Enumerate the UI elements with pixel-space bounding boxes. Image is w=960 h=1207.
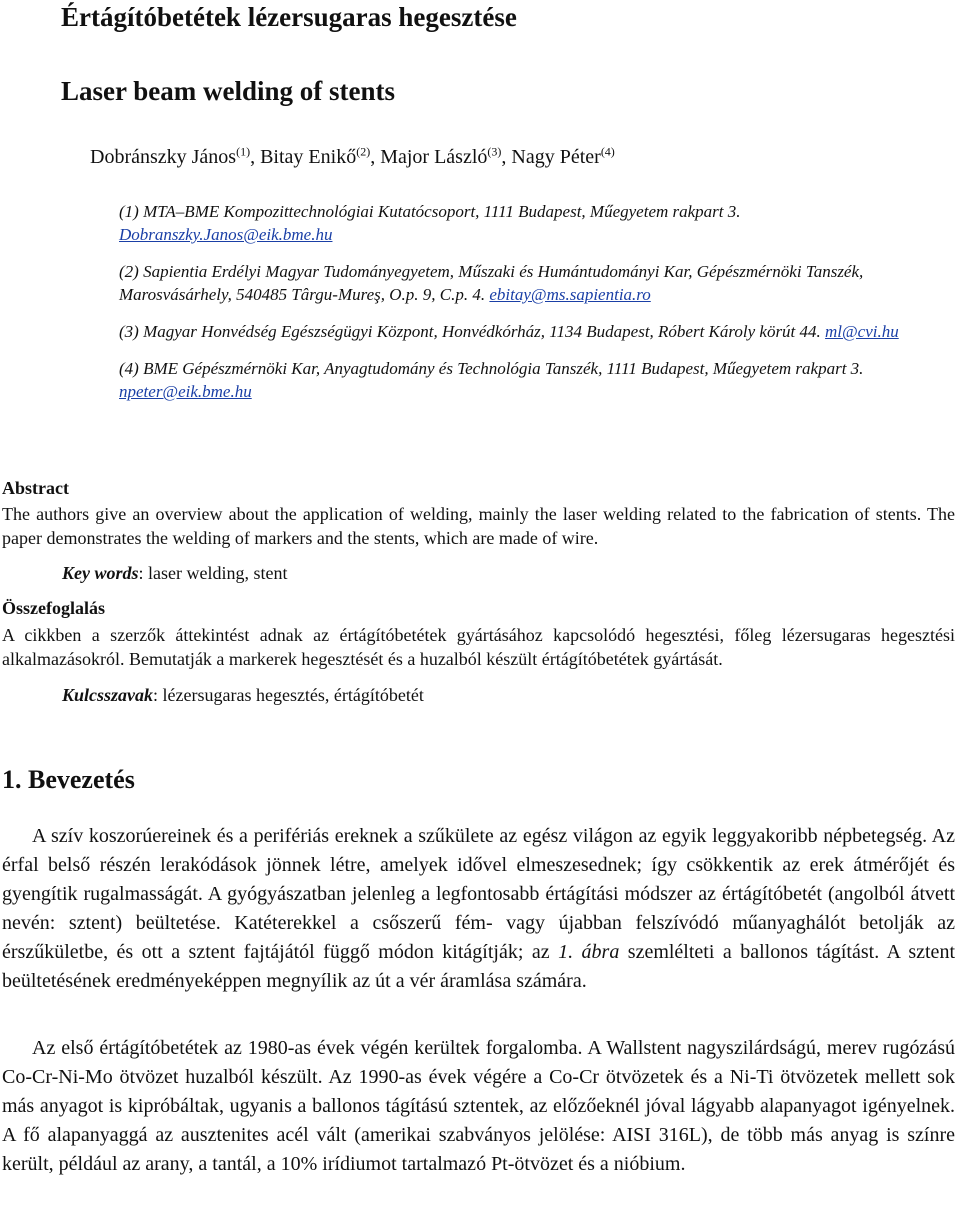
author-name: Bitay Enikő [260, 146, 357, 168]
body-paragraph-1 [2, 822, 955, 996]
kulcsszavak-label: Kulcsszavak [62, 685, 154, 705]
email-link[interactable]: npeter@eik.bme.hu [119, 382, 252, 401]
keywords-label: Key words [62, 563, 139, 583]
title-english: Laser beam welding of stents [61, 76, 395, 106]
summary-heading: Összefoglalás [2, 598, 105, 618]
affiliation-text: (3) Magyar Honvédség Egészségügyi Központ, Honvédkórház, 1134 Budapest, Róbert Károly körút 44. [119, 322, 826, 341]
author-ref: (3) [487, 144, 502, 159]
author-ref: (4) [600, 144, 615, 159]
affiliation-item [119, 260, 954, 306]
section-heading: 1. Bevezetés [2, 765, 135, 794]
kulcsszavak-value: : lézersugaras hegesztés, értágítóbetét [153, 685, 424, 705]
author-separator: , [370, 146, 381, 168]
affiliation-text: (4) BME Gépészmérnöki Kar, Anyagtudomány és Technológia Tanszék, 1111 Budapest, Műegyetem rakpart 3. [119, 359, 864, 378]
summary-text: A cikkben a szerzők áttekintést adnak az értágítóbetétek gyártásához kapcsolódó hegesztési, főleg lézersugaras hegesztési alkalmazásokról. Bemutatják a markerek hegesztését és a huzalból készült értágítóbetétek gyártását. [2, 625, 955, 669]
affiliation-item [119, 200, 954, 246]
keywords-line [62, 563, 287, 584]
author-list [90, 146, 615, 169]
author-name: Nagy Péter [511, 146, 601, 168]
abstract-text: The authors give an overview about the application of welding, mainly the laser welding related to the fabrication of stents. The paper demonstrates the welding of markers and the stents, which are made of wire. [2, 504, 955, 548]
body-paragraph-2: Az első értágítóbetétek az 1980-as évek végén kerültek forgalomba. A Wallstent nagyszilárdságú, merev rugózású Co-Cr-Ni-Mo ötvözet huzalból készült. Az 1990-as évek végére a Co-Cr ötvözetek és a Ni-Ti ötvözetek mellett sok más anyagot is kipróbáltak, ugyanis a ballonos tágítású sztentek, az előzőeknél jóval lágyabb alapanyagot igényelnek. A fő alapanyaggá az ausztenites acél vált (amerikai szabványos jelölése: AISI 316L), de több más anyag is színre került, például az arany, a tantál, a 10% irídiumot tartalmazó Pt-ötvözet és a nióbium. [2, 1037, 955, 1175]
paragraph-text: szemlélteti a ballonos tágítást. A sztent beültetésének eredményeképpen megnyílik az út a vér áramlása számára. [2, 941, 955, 992]
author-name: Dobránszky János [90, 146, 237, 168]
affiliation-item [119, 357, 954, 403]
email-link[interactable]: Dobranszky.Janos@eik.bme.hu [119, 225, 333, 244]
title-hungarian: Értágítóbetétek lézersugaras hegesztése [61, 2, 517, 32]
figure-reference: 1. ábra [558, 941, 620, 963]
affiliation-list [119, 200, 954, 417]
author-ref: (2) [356, 144, 371, 159]
keywords-value: : laser welding, stent [138, 563, 288, 583]
affiliation-text: (2) Sapientia Erdélyi Magyar Tudományegyetem, Műszaki és Humántudományi Kar, Gépészmérnöki Tanszék, Marosvásárhely, 540485 Târgu-Mureş, O.p. 9, C.p. 4. [119, 262, 864, 304]
affiliation-item [119, 320, 954, 343]
affiliation-text: (1) MTA–BME Kompozittechnológiai Kutatócsoport, 1111 Budapest, Műegyetem rakpart 3. [119, 202, 741, 221]
author-separator: , [250, 146, 261, 168]
email-link[interactable]: ml@cvi.hu [825, 322, 899, 341]
author-separator: , [501, 146, 512, 168]
author-ref: (1) [236, 144, 251, 159]
kulcsszavak-line [62, 685, 424, 706]
email-link[interactable]: ebitay@ms.sapientia.ro [489, 285, 651, 304]
paragraph-text: A szív koszorúereinek és a perifériás ereknek a szűkülete az egész világon az egyik leggyakoribb népbetegség. Az érfal belső részén lerakódások jönnek létre, amelyek idővel elmeszesednek; így csökkentik az erek átmérőjét és gyengítik rugalmasságát. A gyógyászatban jelenleg a legfontosabb értágítási módszer az értágítóbetét (angolból átvett nevén: sztent) beültetése. Katéterekkel a csőszerű fém- vagy újabban felszívódó műanyaghálót betolják az érszűkületbe, és ott a sztent fajtájától függő módon kitágítják; az [2, 825, 955, 963]
abstract-heading: Abstract [2, 478, 69, 498]
author-name: Major László [380, 146, 488, 168]
